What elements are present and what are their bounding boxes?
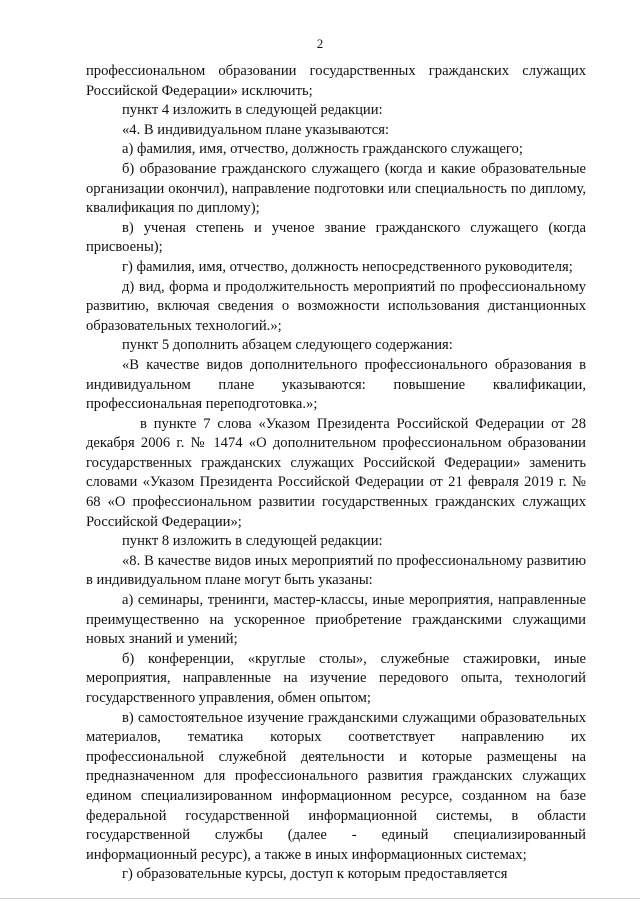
paragraph: а) семинары, тренинги, мастер-классы, иные мероприятия, направленные преимущественно на ускоренное приобретение гражданскими служащими новых знаний и умений; [86,592,586,648]
paragraph: в пункте 7 слова «Указом Президента Российской Федерации от 28 декабря 2006 г. № 1474 «О дополнительном профессиональном образовании государственных гражданских служащих Российской Федерации» заменить словами «Указом Президента Российской Федерации от 21 февраля 2019 г. № 68 «О профессиональном развитии государственных гражданских служащих Российской Федерации»; [86,415,586,530]
paragraph: г) фамилия, имя, отчество, должность непосредственного руководителя; [122,258,573,275]
page-edge-divider [0,898,640,899]
paragraph: г) образовательные курсы, доступ к которым предоставляется [122,866,508,883]
paragraph: б) конференции, «круглые столы», служебные стажировки, иные мероприятия, направленные на изучение передового опыта, технологий государственного управления, обмен опытом; [86,650,586,706]
paragraph: а) фамилия, имя, отчество, должность гражданского служащего; [122,141,523,158]
paragraph: профессиональном образовании государственных гражданских служащих Российской Федерации» исключить; [86,63,586,99]
page-number: 2 [316,36,324,51]
paragraph: пункт 8 изложить в следующей редакции: [122,533,383,550]
paragraph: б) образование гражданского служащего (когда и какие образовательные организации окончил), направление подготовки или специальность по диплому, квалификация по диплому); [86,160,586,217]
document-body [86,62,586,885]
paragraph: в) ученая степень и ученое звание гражданского служащего (когда присвоены); [86,219,586,256]
paragraph: д) вид, форма и продолжительность мероприятий по профессиональному развитию, включая сведения о возможности использования дистанционных образовательных технологий.»; [86,278,586,334]
paragraph: пункт 4 изложить в следующей редакции: [122,102,383,119]
paragraph: «В качестве видов дополнительного профессионального образования в индивидуальном плане указываются: повышение квалификации, профессиональная переподготовка.»; [86,356,586,413]
paragraph: «4. В индивидуальном плане указываются: [122,121,390,138]
paragraph: «8. В качестве видов иных мероприятий по профессиональному развитию в индивидуальном плане могут быть указаны: [86,552,586,589]
paragraph: в) самостоятельное изучение гражданскими служащими образовательных материалов, тематика которых соответствует направлению их профессиональной служебной деятельности и которые размещены на предназначенном для профессионального развития гражданских служащих едином специализированном информационном ресурсе, созданном на базе федеральной государственной информационной системы, в области государственной службы (далее - единый специализированный информационный ресурс), а также в иных информационных системах; [86,709,586,863]
paragraph: пункт 5 дополнить абзацем следующего содержания: [122,337,453,354]
